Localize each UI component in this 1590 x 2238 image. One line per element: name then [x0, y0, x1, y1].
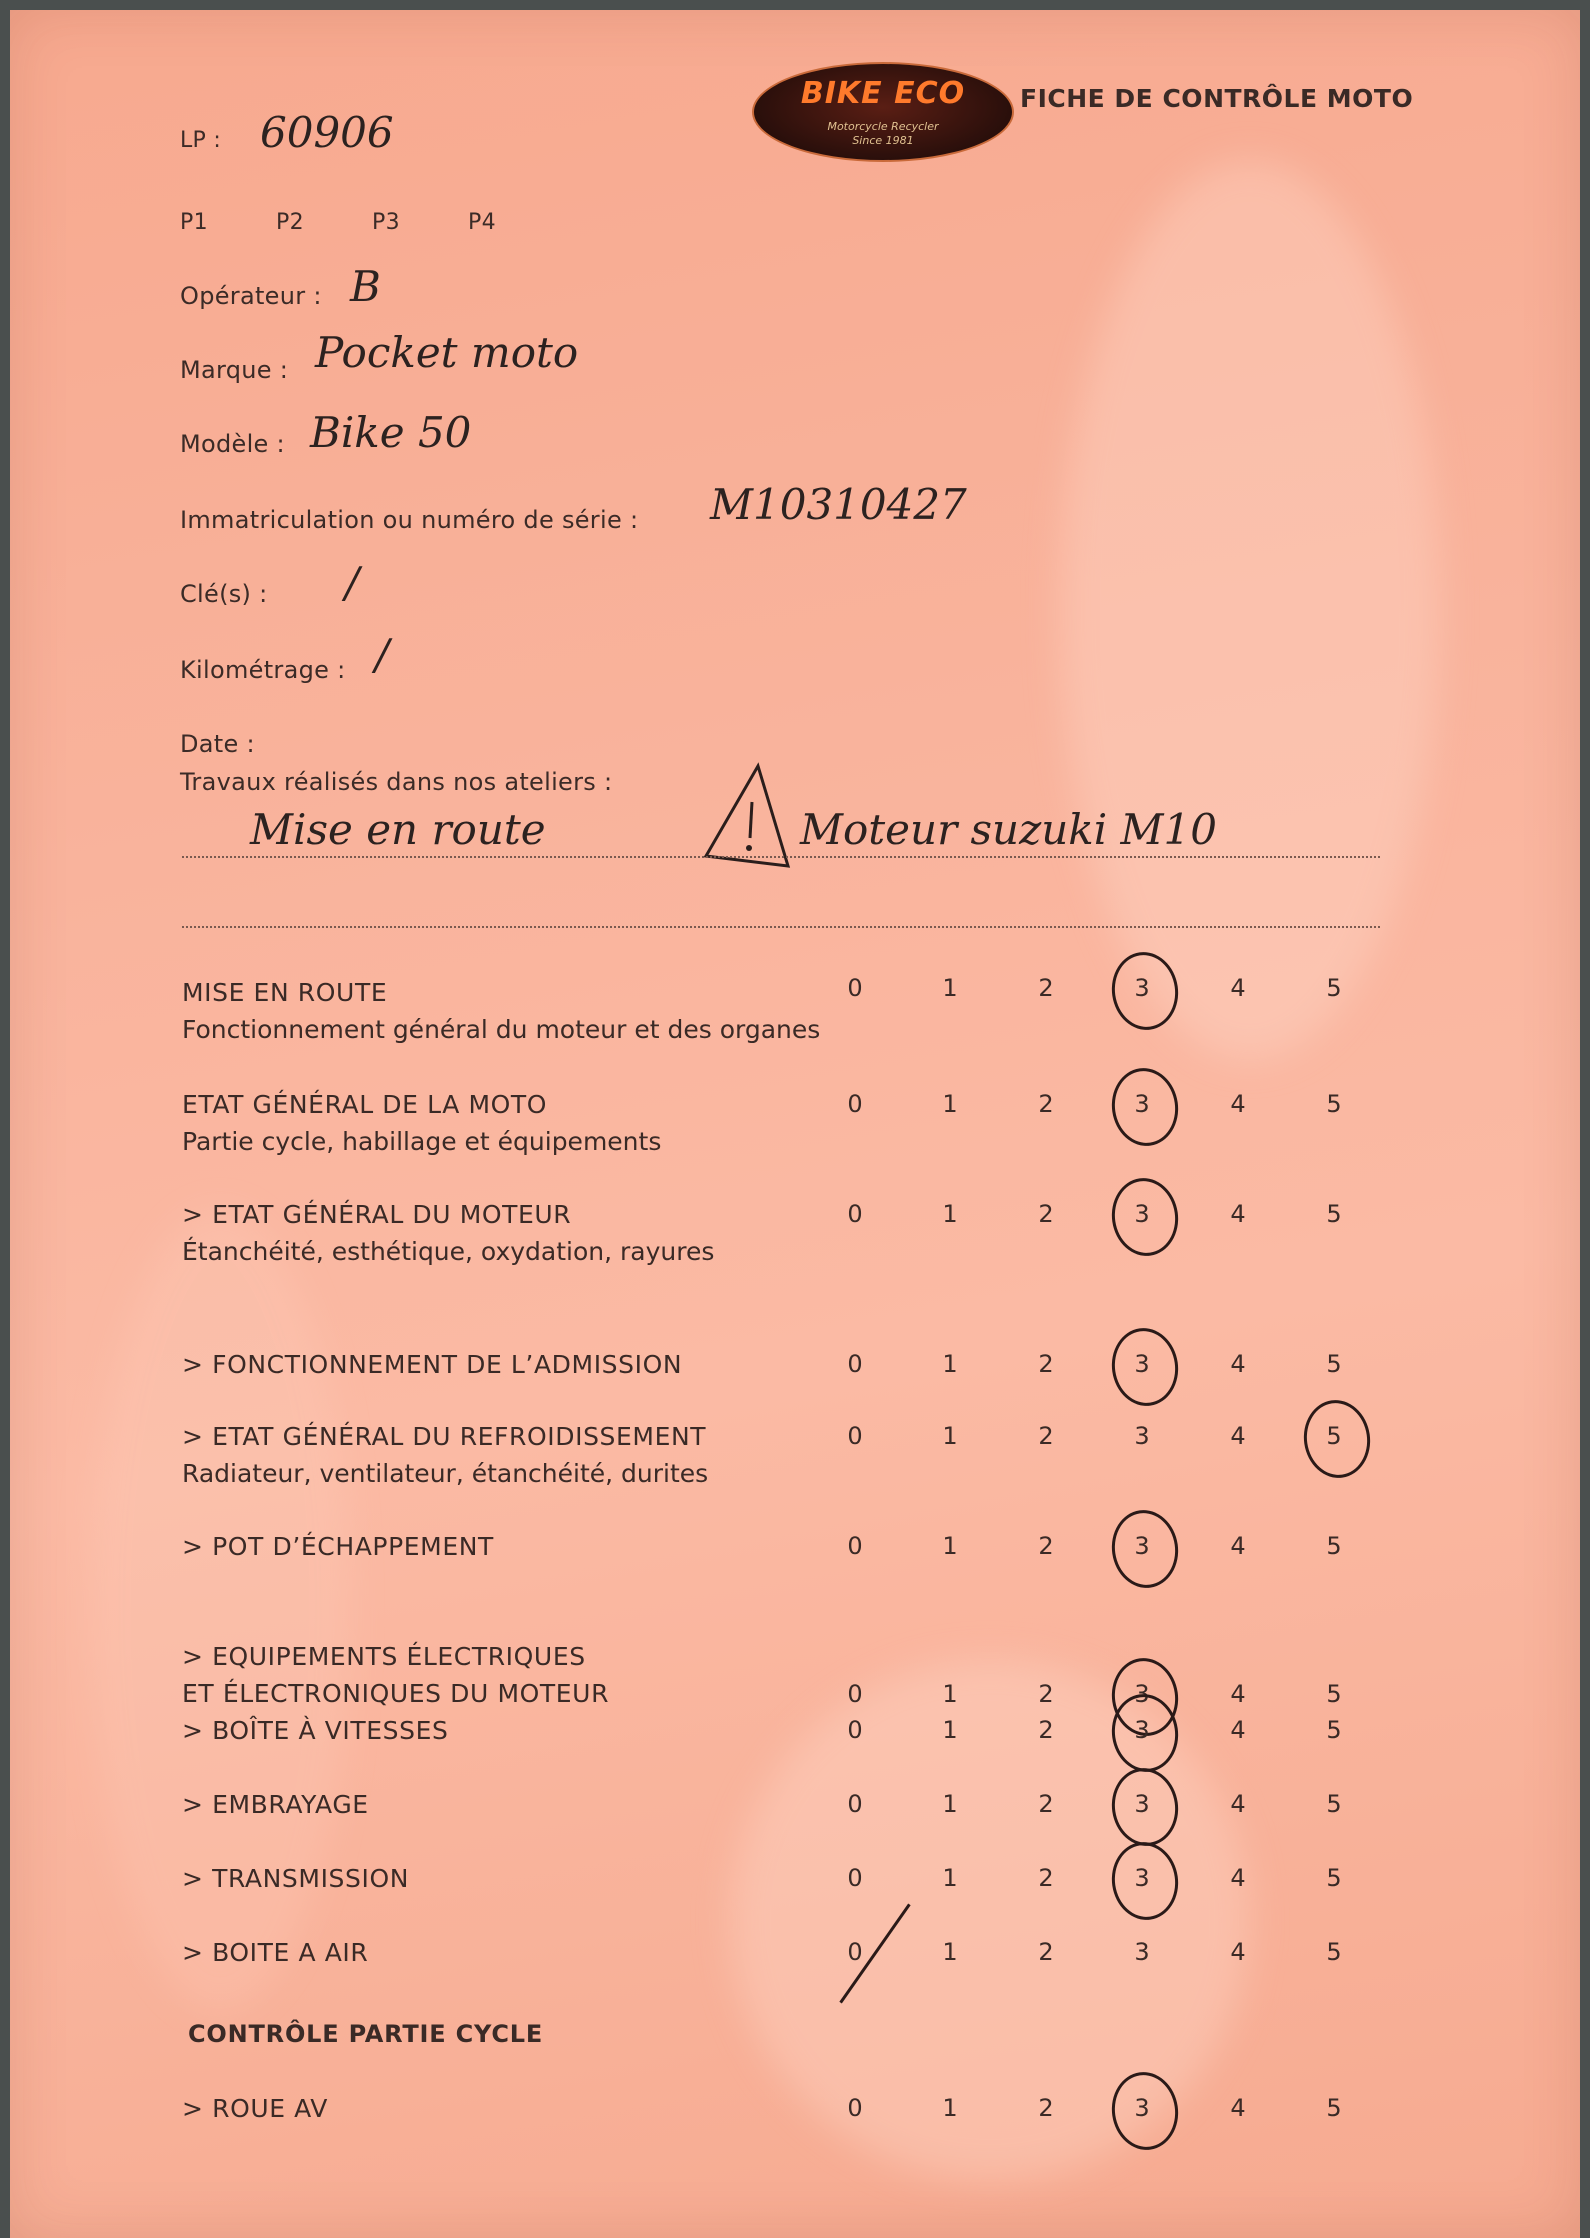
cles-label: Clé(s) :: [180, 580, 268, 608]
operateur-value[interactable]: B: [350, 262, 381, 311]
score-option[interactable]: 1: [942, 1350, 958, 1378]
score-option[interactable]: 3: [1134, 1200, 1150, 1228]
selected-score-circle: [1107, 1064, 1183, 1150]
score-option[interactable]: 3: [1134, 1938, 1150, 1966]
checklist-row-title: > FONCTIONNEMENT DE L’ADMISSION: [182, 1350, 683, 1379]
checklist-row-title: > EQUIPEMENTS ÉLECTRIQUES: [182, 1642, 586, 1671]
travaux-label: Travaux réalisés dans nos ateliers :: [180, 768, 613, 796]
score-option[interactable]: 3: [1134, 1790, 1150, 1818]
score-option[interactable]: 2: [1038, 1790, 1054, 1818]
immatriculation-value[interactable]: M10310427: [710, 480, 967, 529]
score-option[interactable]: 1: [942, 974, 958, 1002]
score-option[interactable]: 2: [1038, 974, 1054, 1002]
checklist-row-title: > BOITE A AIR: [182, 1938, 369, 1967]
section-cycle-title: CONTRÔLE PARTIE CYCLE: [188, 2020, 544, 2048]
score-option[interactable]: 0: [847, 1790, 863, 1818]
position-p1[interactable]: P1: [180, 210, 208, 235]
checklist-row-title: > EMBRAYAGE: [182, 1790, 369, 1819]
modele-value[interactable]: Bike 50: [310, 408, 472, 457]
travaux-line-2: [182, 926, 1380, 928]
lp-value[interactable]: 60906: [260, 108, 394, 157]
marque-value[interactable]: Pocket moto: [315, 328, 579, 377]
score-option[interactable]: 2: [1038, 1680, 1054, 1708]
kilometrage-label: Kilométrage :: [180, 656, 346, 684]
score-option[interactable]: 4: [1230, 1350, 1246, 1378]
bike-eco-logo: [752, 62, 1014, 162]
score-option[interactable]: 0: [847, 1422, 863, 1450]
position-p4[interactable]: P4: [468, 210, 496, 235]
score-option[interactable]: 5: [1326, 1938, 1342, 1966]
score-option[interactable]: 4: [1230, 1680, 1246, 1708]
checklist-row-subtitle: Partie cycle, habillage et équipements: [182, 1127, 662, 1156]
position-p2[interactable]: P2: [276, 210, 304, 235]
checklist-row-title: > TRANSMISSION: [182, 1864, 410, 1893]
checklist-row-subtitle: ET ÉLECTRONIQUES DU MOTEUR: [182, 1679, 610, 1708]
score-option[interactable]: 0: [847, 2094, 863, 2122]
score-option[interactable]: 2: [1038, 1532, 1054, 1560]
score-option[interactable]: 5: [1326, 1090, 1342, 1118]
score-option[interactable]: 0: [847, 1864, 863, 1892]
score-option[interactable]: 0: [847, 1680, 863, 1708]
checklist-row-subtitle: Étanchéité, esthétique, oxydation, rayures: [182, 1237, 715, 1266]
score-option[interactable]: 3: [1134, 1680, 1150, 1708]
score-option[interactable]: 3: [1134, 1422, 1150, 1450]
score-option[interactable]: 5: [1326, 1790, 1342, 1818]
checklist-row-title: > ETAT GÉNÉRAL DU MOTEUR: [182, 1200, 572, 1229]
checklist-row-title: > ROUE AV: [182, 2094, 328, 2123]
score-option[interactable]: 3: [1134, 1532, 1150, 1560]
score-option[interactable]: 4: [1230, 1716, 1246, 1744]
checklist-row-title: ETAT GÉNÉRAL DE LA MOTO: [182, 1090, 548, 1119]
score-option[interactable]: 5: [1326, 1422, 1342, 1450]
cles-value[interactable]: /: [345, 558, 360, 607]
score-option[interactable]: 5: [1326, 1716, 1342, 1744]
score-option[interactable]: 0: [847, 974, 863, 1002]
inspection-sheet: [10, 10, 1580, 2238]
checklist-row-subtitle: Radiateur, ventilateur, étanchéité, durites: [182, 1459, 709, 1488]
score-option[interactable]: 5: [1326, 1350, 1342, 1378]
score-option[interactable]: 4: [1230, 1790, 1246, 1818]
score-option[interactable]: 2: [1038, 1864, 1054, 1892]
immatriculation-label: Immatriculation ou numéro de série :: [180, 506, 639, 534]
score-option[interactable]: 4: [1230, 974, 1246, 1002]
glare-reflection: [1060, 160, 1440, 1060]
score-option[interactable]: 3: [1134, 1864, 1150, 1892]
score-option[interactable]: 2: [1038, 1350, 1054, 1378]
score-option[interactable]: 0: [847, 1090, 863, 1118]
score-option[interactable]: 1: [942, 1200, 958, 1228]
score-option[interactable]: 0: [847, 1938, 863, 1966]
score-option[interactable]: 0: [847, 1200, 863, 1228]
checklist-row-title: MISE EN ROUTE: [182, 978, 388, 1007]
score-option[interactable]: 2: [1038, 1200, 1054, 1228]
score-option[interactable]: 4: [1230, 1938, 1246, 1966]
operateur-label: Opérateur :: [180, 282, 322, 310]
score-option[interactable]: 5: [1326, 2094, 1342, 2122]
score-option[interactable]: 1: [942, 1716, 958, 1744]
checklist-row-title: > POT D’ÉCHAPPEMENT: [182, 1532, 494, 1561]
score-option[interactable]: 5: [1326, 1532, 1342, 1560]
score-option[interactable]: 5: [1326, 1680, 1342, 1708]
travaux-value-2[interactable]: Moteur suzuki M10: [800, 805, 1217, 854]
score-option[interactable]: 0: [847, 1350, 863, 1378]
checklist-row-subtitle: Fonctionnement général du moteur et des organes: [182, 1015, 821, 1044]
score-option[interactable]: 0: [847, 1716, 863, 1744]
score-option[interactable]: 1: [942, 1532, 958, 1560]
travaux-line-1: [182, 856, 1380, 858]
selected-score-circle: [1299, 1396, 1375, 1482]
score-option[interactable]: 1: [942, 1790, 958, 1818]
position-p3[interactable]: P3: [372, 210, 400, 235]
score-option[interactable]: 2: [1038, 2094, 1054, 2122]
selected-score-circle: [1107, 1324, 1183, 1410]
score-option[interactable]: 1: [942, 1680, 958, 1708]
selected-score-circle: [1107, 1174, 1183, 1260]
score-option[interactable]: 2: [1038, 1422, 1054, 1450]
score-option[interactable]: 3: [1134, 1090, 1150, 1118]
score-option[interactable]: 1: [942, 1938, 958, 1966]
score-option[interactable]: 3: [1134, 974, 1150, 1002]
document-title: FICHE DE CONTRÔLE MOTO: [1020, 84, 1414, 113]
score-option[interactable]: 1: [942, 1422, 958, 1450]
score-option[interactable]: 5: [1326, 1200, 1342, 1228]
score-option[interactable]: 0: [847, 1532, 863, 1560]
date-label: Date :: [180, 730, 255, 758]
selected-score-circle: [1107, 1506, 1183, 1592]
score-option[interactable]: 1: [942, 2094, 958, 2122]
logo-tagline: Motorcycle Recycler: [827, 120, 939, 133]
score-option[interactable]: 2: [1038, 1938, 1054, 1966]
score-option[interactable]: 4: [1230, 1532, 1246, 1560]
logo-since: Since 1981: [852, 134, 914, 147]
score-option[interactable]: 4: [1230, 1864, 1246, 1892]
score-option[interactable]: 1: [942, 1090, 958, 1118]
score-option[interactable]: 4: [1230, 1200, 1246, 1228]
score-option[interactable]: 2: [1038, 1716, 1054, 1744]
checklist-row-title: > ETAT GÉNÉRAL DU REFROIDISSEMENT: [182, 1422, 707, 1451]
logo-name: BIKE ECO: [800, 76, 966, 111]
score-option[interactable]: 5: [1326, 974, 1342, 1002]
score-option[interactable]: 1: [942, 1864, 958, 1892]
score-option[interactable]: 3: [1134, 1350, 1150, 1378]
score-option[interactable]: 3: [1134, 1716, 1150, 1744]
score-option[interactable]: 3: [1134, 2094, 1150, 2122]
travaux-value-1[interactable]: Mise en route: [250, 805, 546, 854]
score-option[interactable]: 2: [1038, 1090, 1054, 1118]
modele-label: Modèle :: [180, 430, 285, 458]
checklist-row-title: > BOÎTE À VITESSES: [182, 1716, 449, 1745]
kilometrage-value[interactable]: /: [375, 630, 390, 679]
marque-label: Marque :: [180, 356, 289, 384]
score-option[interactable]: 5: [1326, 1864, 1342, 1892]
lp-label: LP :: [180, 128, 222, 153]
score-option[interactable]: 4: [1230, 1422, 1246, 1450]
score-option[interactable]: 4: [1230, 1090, 1246, 1118]
score-option[interactable]: 4: [1230, 2094, 1246, 2122]
